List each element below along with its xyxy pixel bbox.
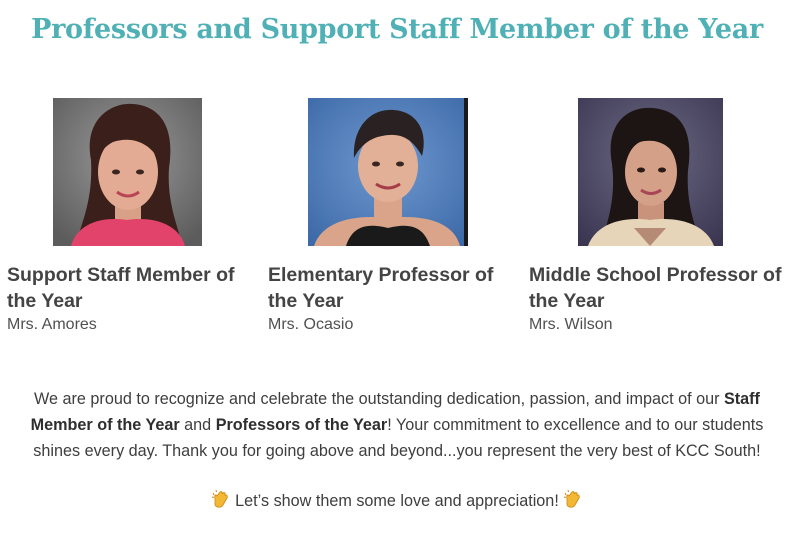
appreciation-text: Let’s show them some love and appreciation! bbox=[235, 492, 559, 510]
message-bold-staff: Staff Member of the Year bbox=[30, 390, 760, 434]
portrait-photo-ocasio bbox=[308, 98, 468, 246]
award-title: Middle School Professor of the Year bbox=[529, 264, 782, 312]
message-text: and bbox=[179, 416, 216, 434]
message-text: We are proud to recognize and celebrate the outstanding dedication, passion, and impact of our bbox=[34, 390, 724, 408]
honoree-name: Mrs. Amores bbox=[7, 316, 97, 333]
honoree-name: Mrs. Wilson bbox=[529, 316, 613, 333]
portrait-photo-wilson bbox=[578, 98, 723, 246]
page-title: Professors and Support Staff Member of the Year bbox=[31, 14, 763, 45]
award-title: Elementary Professor of the Year bbox=[268, 264, 494, 312]
portrait-photo-amores bbox=[53, 98, 202, 246]
honoree-name: Mrs. Ocasio bbox=[268, 316, 354, 333]
award-card-middle-school bbox=[529, 98, 784, 334]
message-text: ! Your commitment to excellence and to our students shines every day. Thank you for going above and beyond...you represent the very best of KCC South! bbox=[33, 416, 764, 460]
award-card-support-staff bbox=[7, 98, 262, 334]
clapping-hands-icon bbox=[563, 489, 583, 514]
award-card-elementary bbox=[268, 98, 523, 334]
appreciation-line bbox=[0, 489, 794, 514]
message-bold-professors: Professors of the Year bbox=[215, 416, 388, 434]
award-title: Support Staff Member of the Year bbox=[7, 264, 235, 312]
clapping-hands-icon bbox=[211, 489, 231, 514]
recognition-message bbox=[10, 386, 784, 464]
